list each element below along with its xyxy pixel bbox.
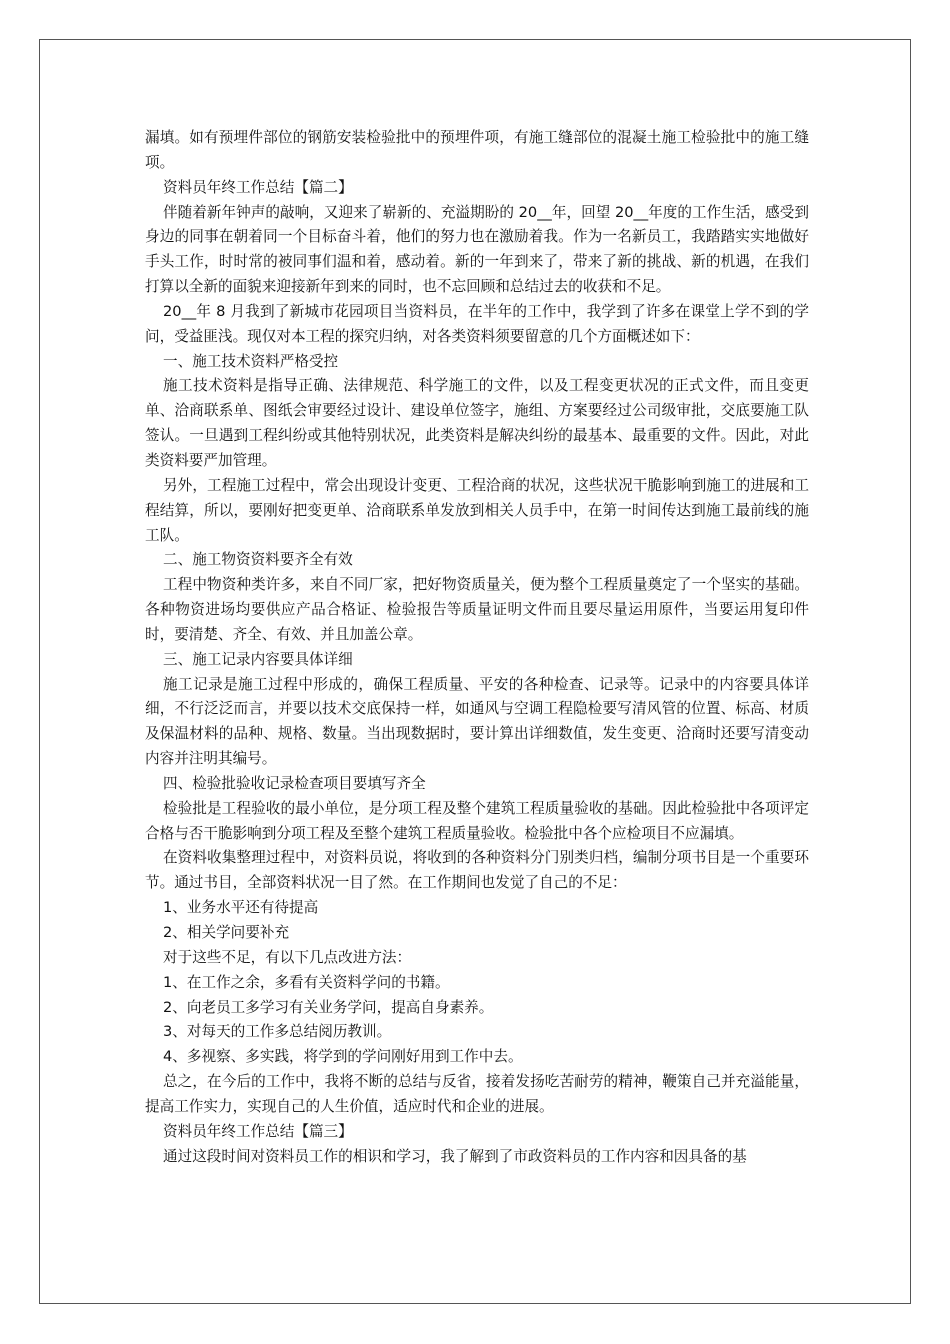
paragraph: 通过这段时间对资料员工作的相识和学习，我了解到了市政资料员的工作内容和因具备的基	[163, 1147, 747, 1165]
paragraph: 工程中物资种类许多，来自不同厂家，把好物资质量关，便为整个工程质量奠定了一个坚实的基础。各种物资进场均要供应产品合格证、检验报告等质量证明文件而且要尽量运用原件，当要运用复印件时，要清楚、齐全、有效、并且加盖公章。	[145, 576, 809, 643]
subheading: 三、施工记录内容要具体详细	[163, 650, 353, 668]
list-item: 3、对每天的工作多总结阅历教训。	[163, 1023, 392, 1041]
paragraph: 另外，工程施工过程中，常会出现设计变更、工程洽商的状况，这些状况干脆影响到施工的进展和工程结算，所以，要刚好把变更单、洽商联系单发放到相关人员手中，在第一时间传达到施工最前线的施工队。	[145, 476, 809, 544]
list-item: 2、相关学问要补充	[163, 924, 290, 941]
paragraph: 在资料收集整理过程中，对资料员说，将收到的各种资料分门别类归档，编制分项书目是一个重要环节。通过书目，全部资料状况一目了然。在工作期间也发觉了自己的不足：	[145, 849, 809, 892]
list-item: 1、在工作之余，多看有关资料学问的书籍。	[163, 973, 450, 991]
list-item: 1、业务水平还有待提高	[163, 899, 319, 917]
paragraph: 施工记录是施工过程中形成的，确保工程质量、平安的各种检查、记录等。记录中的内容要具体详细，不行泛泛而言，并要以技术交底保持一样，如通风与空调工程隐检要写清风管的位置、标高、材质及保温材料的品种、规格、数量。当出现数据时，要计算出详细数值，发生变更、洽商时还要写清变动内容并注明其编号。	[145, 675, 809, 768]
paragraph: 对于这些不足，有以下几点改进方法：	[163, 948, 412, 966]
list-item: 2、向老员工多学习有关业务学问，提高自身素养。	[163, 998, 494, 1016]
subheading: 二、施工物资资料要齐全有效	[163, 551, 353, 569]
list-item: 4、多视察、多实践，将学到的学问刚好用到工作中去。	[163, 1048, 523, 1066]
paragraph: 伴随着新年钟声的敲响，又迎来了崭新的、充溢期盼的 20__年，回望 20__年度的工作生活，感受到身边的同事在朝着同一个目标奋斗着，他们的努力也在激励着我。作为一名新员工，我踏踏实实地做好手头工作，时时常的被同事们温和着，感动着。新的一年到来了，带来了新的挑战、新的机遇，在我们打算以全新的面貌来迎接新年到来的同时，也不忘回顾和总结过去的收获和不足。	[145, 203, 809, 296]
paragraph: 总之，在今后的工作中，我将不断的总结与反省，接着发扬吃苦耐劳的精神，鞭策自己并充溢能量，提高工作实力，实现自己的人生价值，适应时代和企业的进展。	[145, 1073, 809, 1115]
paragraph: 20__年 8 月我到了新城市花园项目当资料员，在半年的工作中，我学到了许多在课堂上学不到的学问，受益匪浅。现仅对本工程的探究归纳，对各类资料须要留意的几个方面概述如下：	[145, 302, 809, 345]
subheading: 四、检验批验收记录检查项目要填写齐全	[163, 774, 426, 792]
section-heading: 资料员年终工作总结【篇二】	[163, 178, 353, 196]
section-heading: 资料员年终工作总结【篇三】	[163, 1122, 353, 1140]
paragraph: 施工技术资料是指导正确、法律规范、科学施工的文件，以及工程变更状况的正式文件，而且变更单、洽商联系单、图纸会审要经过设计、建设单位签字，施组、方案要经过公司级审批，交底要施工队签认。一旦遇到工程纠纷或其他特别状况，此类资料是解决纠纷的最基本、最重要的文件。因此，对此类资料要严加管理。	[145, 377, 809, 469]
document-body	[145, 126, 809, 1169]
paragraph: 检验批是工程验收的最小单位，是分项工程及整个建筑工程质量验收的基础。因此检验批中各项评定合格与否干脆影响到分项工程及至整个建筑工程质量验收。检验批中各个应检项目不应漏填。	[145, 799, 809, 842]
subheading: 一、施工技术资料严格受控	[163, 352, 339, 370]
paragraph: 漏填。如有预埋件部位的钢筋安装检验批中的预埋件项，有施工缝部位的混凝土施工检验批中的施工缝项。	[145, 129, 809, 171]
